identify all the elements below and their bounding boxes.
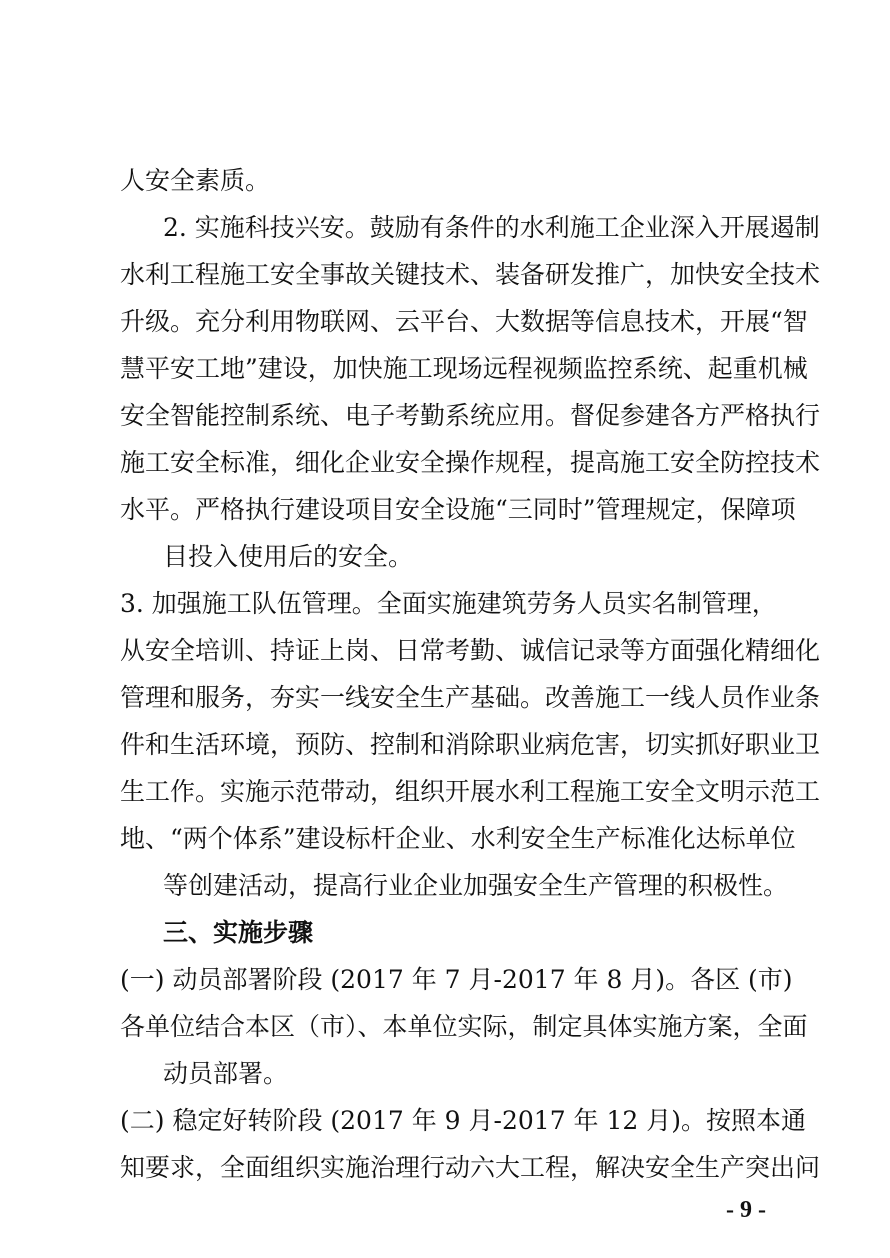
body-text-line: 从安全培训、持证上岗、日常考勤、诚信记录等方面强化精细化 <box>120 636 821 665</box>
body-text-line: 等创建活动，提高行业企业加强安全生产管理的积极性。 <box>163 871 789 900</box>
body-text-line: 水平。严格执行建设项目安全设施“三同时”管理规定，保障项 <box>120 495 796 524</box>
body-text-line: 人安全素质。 <box>120 166 271 195</box>
body-text-line: 安全智能控制系统、电子考勤系统应用。督促参建各方严格执行 <box>120 401 821 430</box>
body-text-line: 慧平安工地”建设，加快施工现场远程视频监控系统、起重机械 <box>120 354 808 383</box>
section-heading: 三、实施步骤 <box>163 918 314 947</box>
body-text-line: 知要求，全面组织实施治理行动六大工程，解决安全生产突出问 <box>120 1153 821 1182</box>
body-text-line: 水利工程施工安全事故关键技术、装备研发推广，加快安全技术 <box>120 260 821 289</box>
body-text-line: 目投入使用后的安全。 <box>163 542 414 571</box>
body-text-line: 管理和服务，夯实一线安全生产基础。改善施工一线人员作业条 <box>120 683 821 712</box>
body-text-line: 升级。充分利用物联网、云平台、大数据等信息技术，开展“智 <box>120 307 808 336</box>
body-text-line: 生工作。实施示范带动，组织开展水利工程施工安全文明示范工 <box>120 777 821 806</box>
paragraph-start-line: (一) 动员部署阶段 (2017 年 7 月-2017 年 8 月)。各区 (市) <box>120 965 793 994</box>
page-number: - 9 - <box>726 1197 766 1223</box>
body-text-line: 各单位结合本区（市）、本单位实际，制定具体实施方案，全面 <box>120 1012 808 1041</box>
body-text-line: 动员部署。 <box>163 1059 289 1088</box>
body-text-line: 施工安全标准，细化企业安全操作规程，提高施工安全防控技术 <box>120 448 821 477</box>
paragraph-start-line: 2. 实施科技兴安。鼓励有条件的水利施工企业深入开展遏制 <box>163 213 820 242</box>
paragraph-start-line: 3. 加强施工队伍管理。全面实施建筑劳务人员实名制管理， <box>120 589 777 618</box>
body-text-line: 地、“两个体系”建设标杆企业、水利安全生产标准化达标单位 <box>120 824 796 853</box>
body-text-line: 件和生活环境，预防、控制和消除职业病危害，切实抓好职业卫 <box>120 730 821 759</box>
paragraph-start-line: (二) 稳定好转阶段 (2017 年 9 月-2017 年 12 月)。按照本通 <box>120 1106 806 1135</box>
